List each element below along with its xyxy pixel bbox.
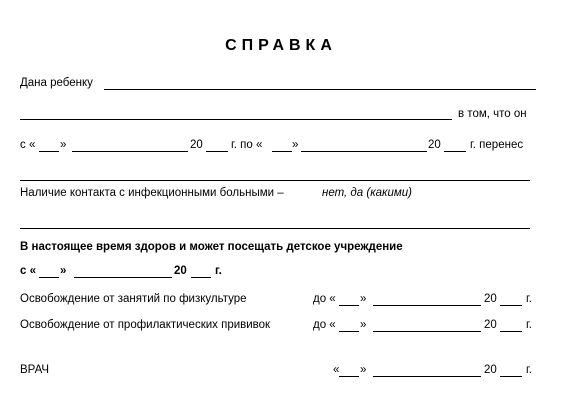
pe-month-line[interactable] — [373, 305, 481, 306]
contact-options: нет, да (какими) — [322, 187, 412, 199]
vaccination-exemption-label: Освобождение от профилактических прививок — [20, 319, 271, 331]
child-name-continued-line[interactable] — [20, 119, 452, 120]
to-day-line[interactable] — [272, 151, 292, 152]
vacc-year-prefix: 20 — [484, 319, 497, 331]
pe-year-line[interactable] — [500, 305, 522, 306]
from-year-line[interactable] — [206, 151, 228, 152]
attend-month-line[interactable] — [74, 277, 172, 278]
from-year-prefix: 20 — [190, 139, 203, 151]
from-label: с « — [20, 139, 36, 151]
pe-exemption-label: Освобождение от занятий по физкультуре — [20, 293, 247, 305]
child-name-line[interactable] — [104, 89, 536, 90]
document-title: СПРАВКА — [225, 37, 337, 54]
attend-year-prefix: 20 — [174, 265, 187, 277]
vacc-month-line[interactable] — [373, 331, 481, 332]
doctor-quote-close: » — [360, 364, 367, 376]
pe-quote-close: » — [360, 293, 367, 305]
to-year-prefix: 20 — [428, 139, 441, 151]
vacc-year-line[interactable] — [500, 331, 522, 332]
doctor-day-line[interactable] — [339, 376, 359, 377]
vacc-until-label: до « — [313, 319, 336, 331]
given-to-label: Дана ребенку — [20, 77, 93, 89]
vacc-quote-close: » — [360, 319, 367, 331]
to-year-line[interactable] — [444, 151, 466, 152]
from-month-line[interactable] — [72, 151, 188, 152]
that-he-label: в том, что он — [458, 108, 527, 120]
attend-from-label: с « — [20, 265, 36, 277]
contact-details-line[interactable] — [20, 228, 530, 229]
suffered-label: г. перенес — [470, 139, 524, 151]
illness-line[interactable] — [20, 180, 530, 181]
doctor-label: ВРАЧ — [20, 364, 50, 376]
doctor-year-line[interactable] — [500, 376, 522, 377]
attend-year-line[interactable] — [191, 277, 211, 278]
vacc-day-line[interactable] — [339, 331, 359, 332]
healthy-statement: В настоящее время здоров и может посещать детское учреждение — [20, 241, 403, 253]
doctor-month-line[interactable] — [373, 376, 481, 377]
to-quote-close: » — [292, 139, 299, 151]
pe-year-prefix: 20 — [484, 293, 497, 305]
pe-until-label: до « — [313, 293, 336, 305]
vacc-year-suffix: г. — [526, 319, 532, 331]
attend-year-suffix: г. — [215, 265, 222, 277]
attend-day-line[interactable] — [39, 277, 59, 278]
doctor-year-suffix: г. — [526, 364, 532, 376]
from-quote-close: » — [60, 139, 67, 151]
pe-year-suffix: г. — [526, 293, 532, 305]
doctor-quote-open: « — [333, 364, 340, 376]
contact-label: Наличие контакта с инфекционными больными – — [20, 187, 284, 199]
attend-quote-close: » — [60, 265, 67, 277]
to-label: г. по « — [231, 139, 263, 151]
to-month-line[interactable] — [301, 151, 427, 152]
pe-day-line[interactable] — [339, 305, 359, 306]
doctor-year-prefix: 20 — [484, 364, 497, 376]
from-day-line[interactable] — [39, 151, 59, 152]
